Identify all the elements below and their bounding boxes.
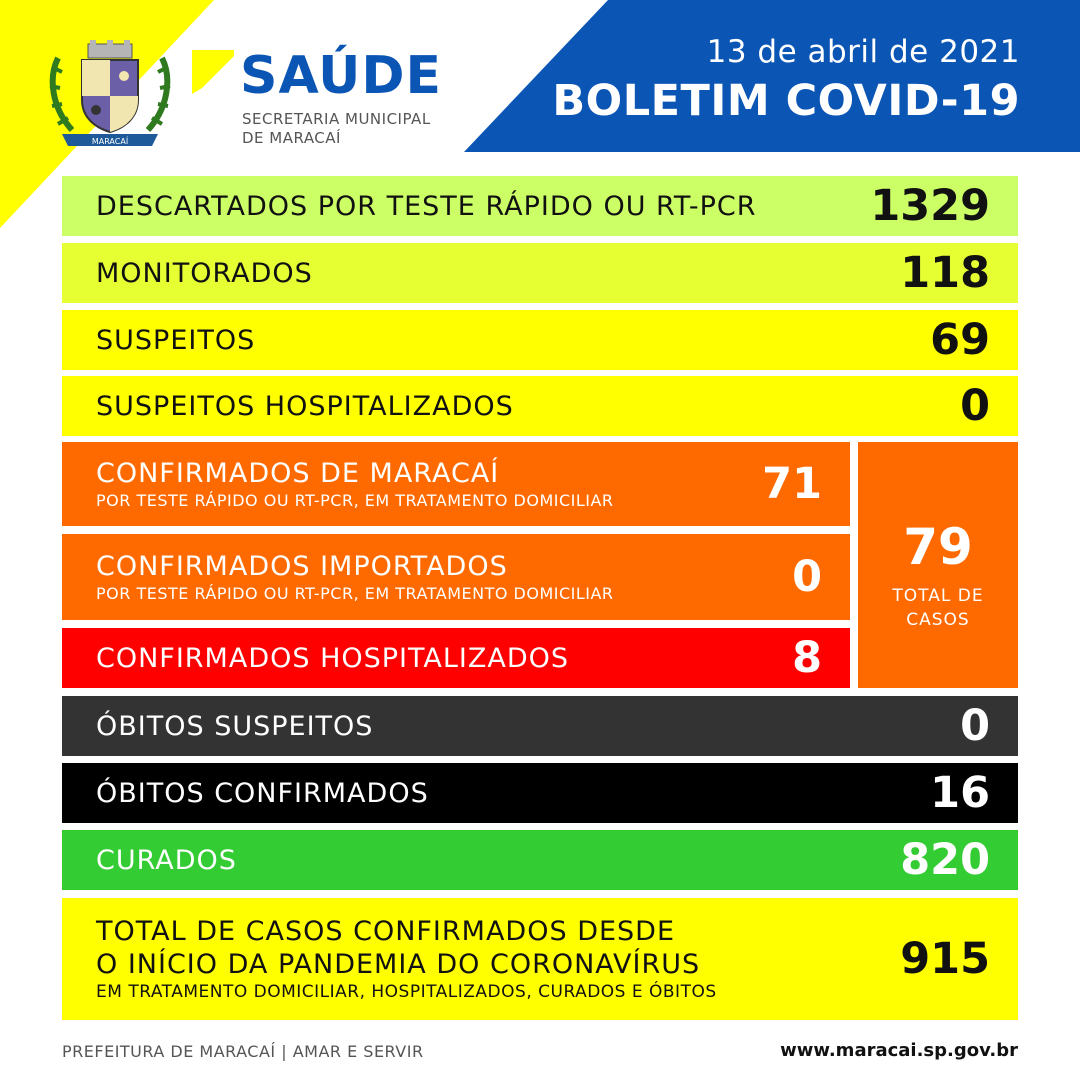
row-value: 16 [930,768,990,818]
row-label: ÓBITOS CONFIRMADOS [96,777,429,809]
row-confirmados-maracai [62,442,850,526]
total-cases-box [858,442,1018,688]
total-cases-caption [878,584,998,632]
row-label: CONFIRMADOS HOSPITALIZADOS [96,642,570,674]
row-value: 0 [960,381,990,431]
row-sublabel: POR TESTE RÁPIDO OU RT-PCR, EM TRATAMENTO DOMICILIAR [96,491,614,510]
total-cases-caption-line-2: CASOS [906,610,970,630]
bulletin-title: BOLETIM COVID-19 [552,76,1020,126]
row-descartados [62,176,1018,236]
secretaria-label [242,110,431,148]
row-value: 820 [900,835,990,885]
row-obitos-confirmados [62,763,1018,823]
row-suspeitos [62,310,1018,370]
row-suspeitos-hospitalizados [62,376,1018,436]
row-obitos-suspeitos [62,696,1018,756]
row-value: 1329 [870,181,990,231]
row-value: 118 [900,248,990,298]
crest-banner-text: MARACAÍ [91,137,129,146]
row-value: 69 [930,315,990,365]
row-monitorados [62,243,1018,303]
row-label-line-1: TOTAL DE CASOS CONFIRMADOS DESDE [96,916,676,947]
row-curados [62,830,1018,890]
row-confirmados-hospitalizados [62,628,850,688]
saude-logo-mark-icon [192,50,234,94]
secretaria-line-2: DE MARACAÍ [242,129,341,147]
row-value: 0 [960,701,990,751]
row-label: SUSPEITOS HOSPITALIZADOS [96,390,514,422]
row-sublabel: POR TESTE RÁPIDO OU RT-PCR, EM TRATAMENTO DOMICILIAR [96,584,614,603]
row-label: MONITORADOS [96,257,313,289]
row-label: CURADOS [96,844,237,876]
row-label: SUSPEITOS [96,324,256,356]
municipal-crest-icon [48,38,172,150]
secretaria-line-1: SECRETARIA MUNICIPAL [242,110,431,128]
row-value: 0 [792,552,822,602]
total-cases-value: 79 [903,518,973,576]
total-cases-caption-line-1: TOTAL DE [892,586,984,606]
row-label: DESCARTADOS POR TESTE RÁPIDO OU RT-PCR [96,190,757,222]
row-confirmados-importados [62,534,850,620]
row-label: ÓBITOS SUSPEITOS [96,710,374,742]
row-value: 8 [792,633,822,683]
row-total-pandemia [62,898,1018,1020]
row-label: CONFIRMADOS IMPORTADOS [96,551,508,582]
row-label-line-2: O INÍCIO DA PANDEMIA DO CORONAVÍRUS [96,949,701,980]
saude-brand: SAÚDE [240,46,443,106]
row-sublabel: EM TRATAMENTO DOMICILIAR, HOSPITALIZADOS, CURADOS E ÓBITOS [96,982,717,1002]
row-value: 915 [900,934,990,984]
footer-website-link[interactable]: www.maracai.sp.gov.br [780,1040,1018,1061]
bulletin-date: 13 de abril de 2021 [706,34,1020,70]
footer-prefeitura: PREFEITURA DE MARACAÍ | AMAR E SERVIR [62,1042,424,1061]
row-value: 71 [762,459,822,509]
row-label: CONFIRMADOS DE MARACAÍ [96,458,500,489]
